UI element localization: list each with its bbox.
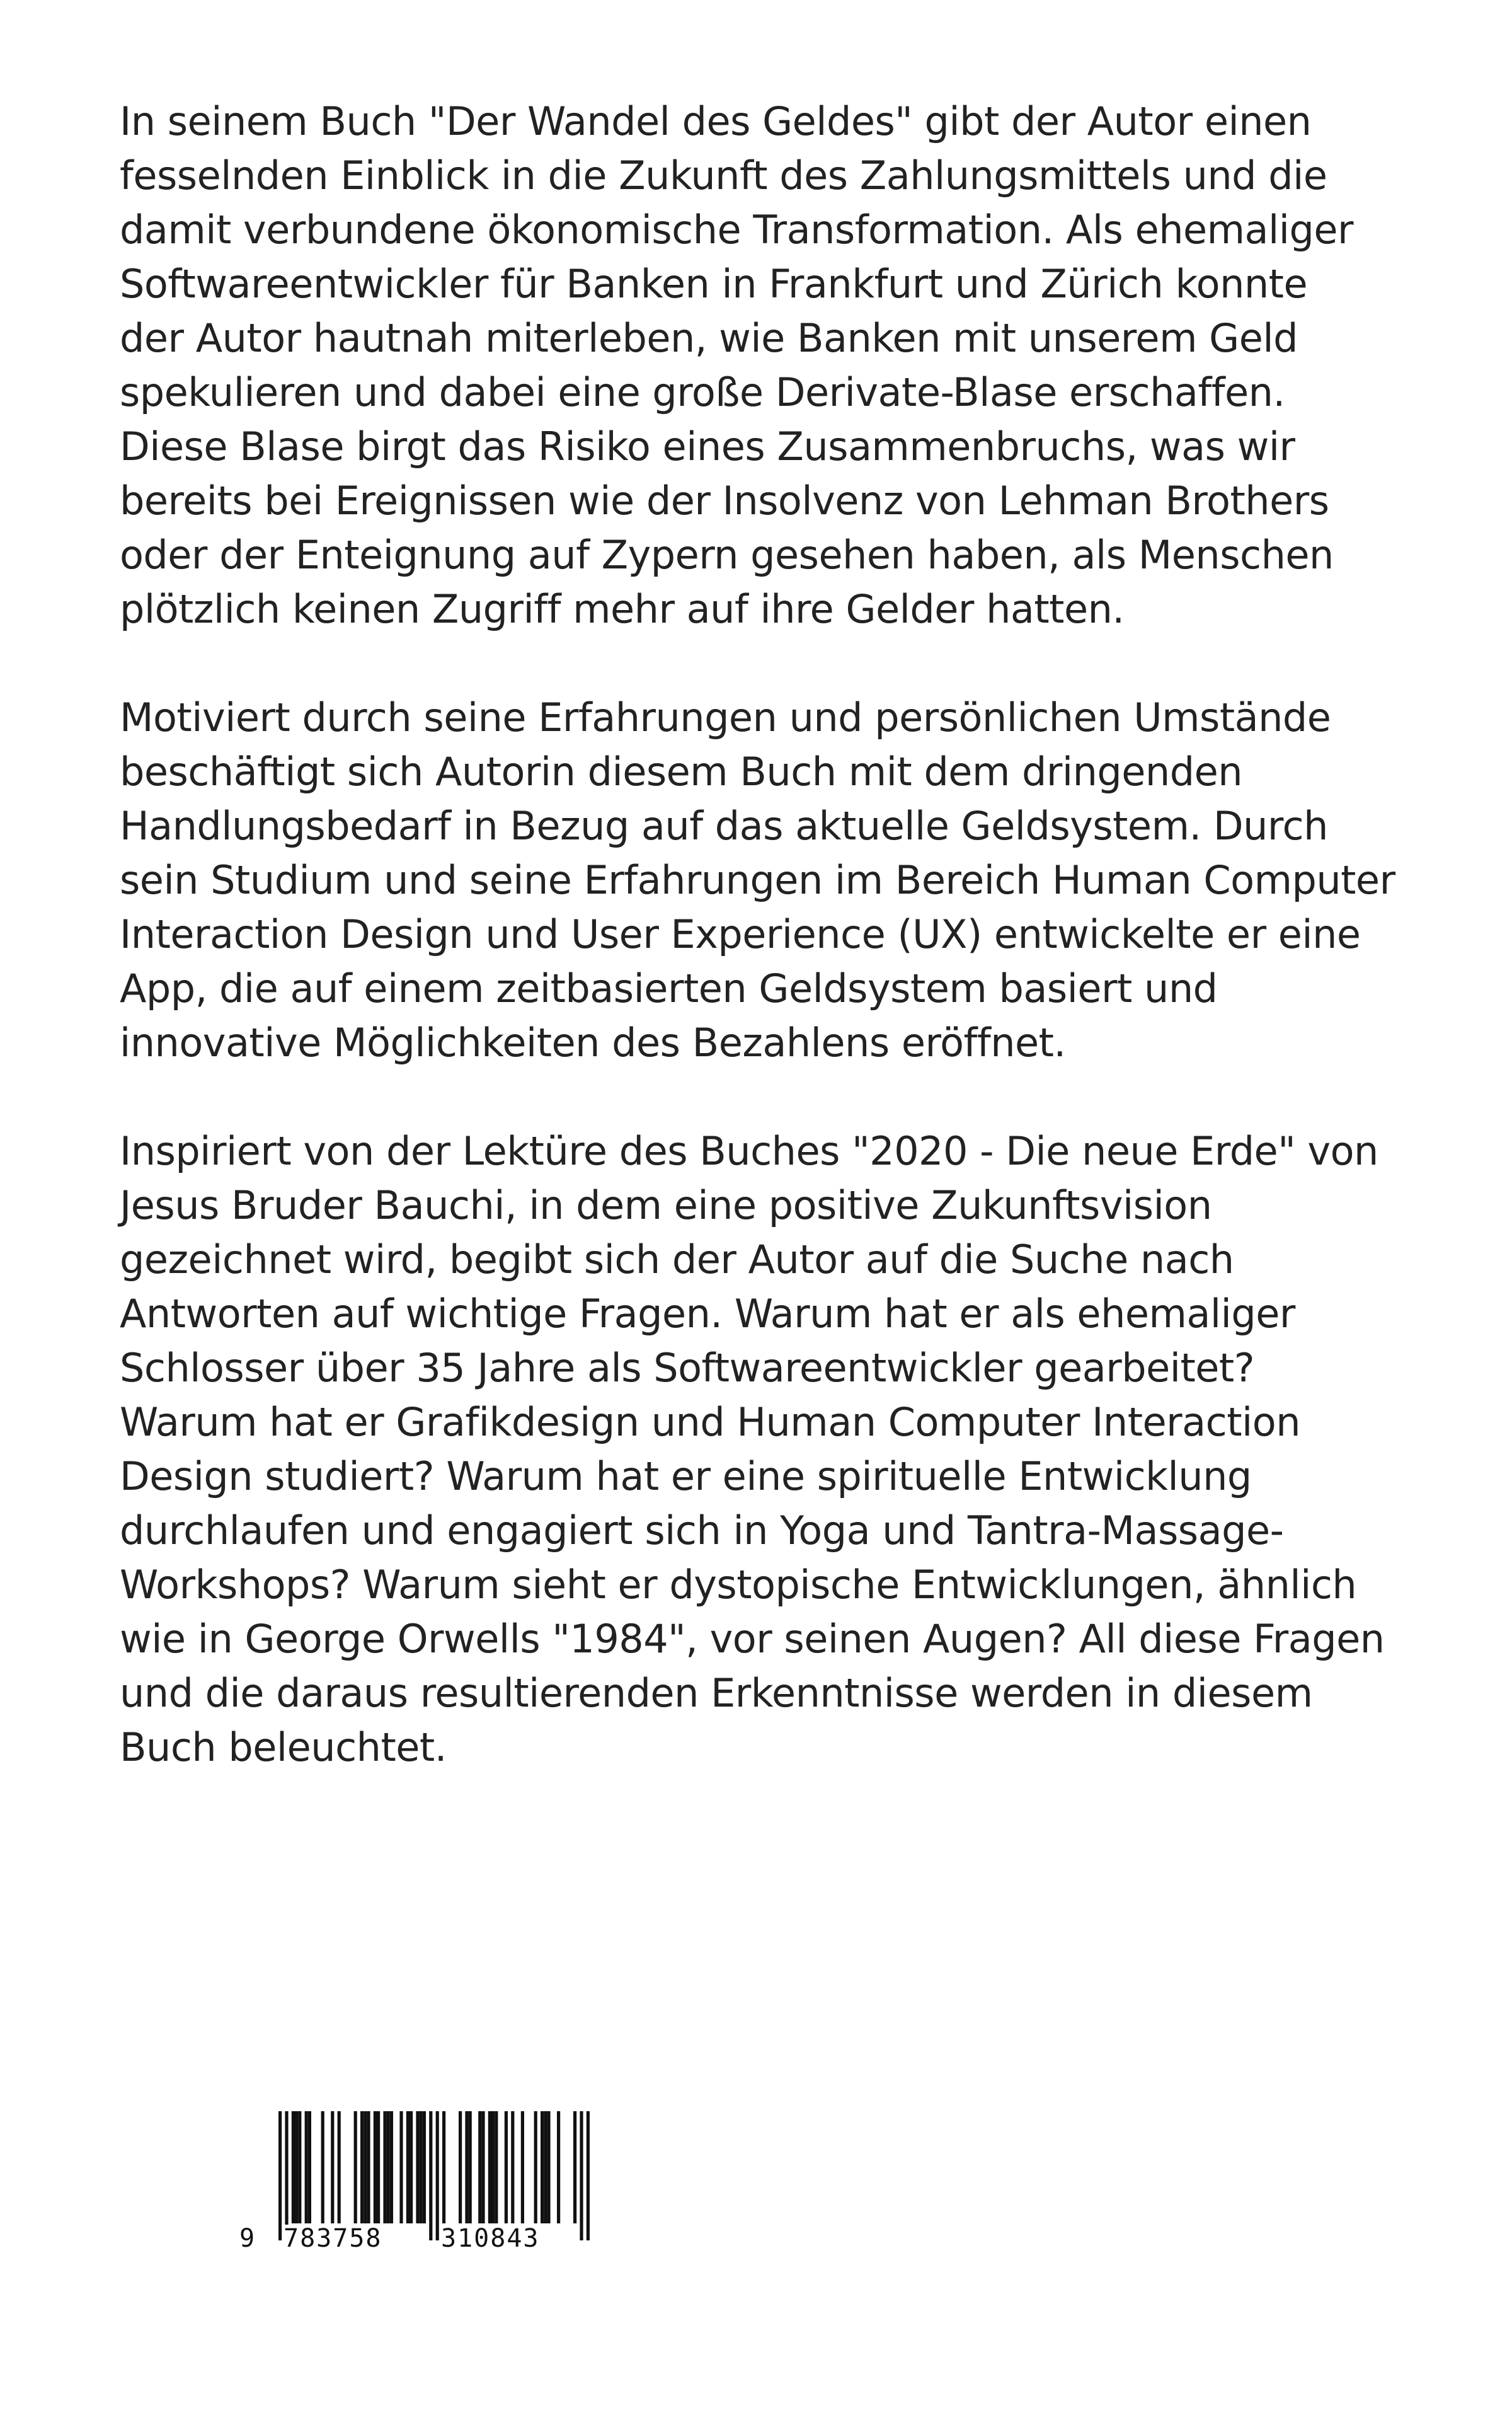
barcode-bar: [541, 2111, 544, 2223]
barcode-bar: [491, 2111, 495, 2223]
barcode-bar: [285, 2111, 288, 2240]
text-line: bereits bei Ereignissen wie der Insolvenz von Lehman Brothers: [120, 478, 1329, 524]
barcode-bar: [459, 2111, 462, 2223]
text-line: Schlosser über 35 Jahre als Softwareentwickler gearbeitet?: [120, 1345, 1255, 1391]
barcode-bar: [399, 2111, 403, 2223]
text-line: Handlungsbedarf in Bezug auf das aktuelle Geldsystem. Durch: [120, 803, 1328, 849]
text-line: und die daraus resultierenden Erkenntnisse werden in diesem: [120, 1670, 1313, 1716]
text-line: der Autor hautnah miterleben, wie Banken mit unserem Geld: [120, 315, 1298, 361]
barcode-bar: [367, 2111, 370, 2223]
barcode-bar: [465, 2111, 468, 2223]
barcode-bar: [573, 2111, 576, 2223]
barcode-bar: [488, 2111, 491, 2223]
barcode-bar: [354, 2111, 357, 2223]
text-line: beschäftigt sich Autorin diesem Buch mit dem dringenden: [120, 749, 1243, 795]
text-line: Softwareentwickler für Banken in Frankfurt und Zürich konnte: [120, 261, 1308, 307]
barcode-bar: [429, 2111, 432, 2240]
text-line: App, die auf einem zeitbasierten Geldsystem basiert und: [120, 965, 1218, 1011]
text-line: plötzlich keinen Zugriff mehr auf ihre Gelder hatten.: [120, 586, 1125, 632]
barcode-bar: [580, 2111, 583, 2240]
barcode-bar: [321, 2111, 324, 2223]
barcode-bar: [406, 2111, 410, 2223]
barcode-bar: [521, 2111, 524, 2223]
barcode-bar: [278, 2111, 282, 2240]
barcode-bar: [436, 2111, 439, 2240]
barcode-bar: [377, 2111, 380, 2223]
barcode-bar: [410, 2111, 413, 2223]
text-line: durchlaufen und engagiert sich in Yoga und Tantra-Massage-: [120, 1507, 1284, 1553]
barcode-bar: [331, 2111, 334, 2223]
barcode-bar: [338, 2111, 341, 2223]
barcode-bar: [308, 2111, 311, 2223]
text-line: Warum hat er Grafikdesign und Human Computer Interaction: [120, 1399, 1300, 1445]
barcode-bar: [423, 2111, 426, 2223]
barcode-bar: [505, 2111, 508, 2223]
barcode-bar: [360, 2111, 364, 2223]
barcode-bar: [374, 2111, 377, 2223]
barcode-bar: [295, 2111, 298, 2223]
barcode-bar: [420, 2111, 423, 2223]
barcode-bar: [298, 2111, 301, 2223]
text-line: Antworten auf wichtige Fragen. Warum hat er als ehemaliger: [120, 1291, 1295, 1337]
blurb-paragraph-1: [120, 95, 1430, 637]
text-line: Interaction Design und User Experience (UX) entwickelte er eine: [120, 911, 1361, 957]
barcode-right-digits: 310843: [441, 2224, 540, 2253]
text-line: Diese Blase birgt das Risiko eines Zusammenbruchs, was wir: [120, 424, 1295, 470]
text-line: fesselnden Einblick in die Zukunft des Zahlungsmittels und die: [120, 153, 1327, 199]
text-line: spekulieren und dabei eine große Derivate-Blase erschaffen.: [120, 369, 1285, 415]
barcode-bar: [478, 2111, 481, 2223]
blurb-paragraph-2: [120, 691, 1430, 1070]
text-line: Jesus Bruder Bauchi, in dem eine positive Zukunftsvision: [120, 1182, 1212, 1228]
barcode-first-digit: 9: [239, 2224, 255, 2253]
barcode-bar: [305, 2111, 308, 2223]
text-line: In seinem Buch "Der Wandel des Geldes" gibt der Autor einen: [120, 98, 1312, 144]
barcode-bar: [383, 2111, 386, 2223]
barcode-bar: [387, 2111, 390, 2223]
barcode-bar: [390, 2111, 393, 2223]
barcode-bar: [469, 2111, 472, 2223]
blurb-paragraph-3: [120, 1124, 1430, 1775]
barcode-bar: [511, 2111, 514, 2223]
text-line: Buch beleuchtet.: [120, 1724, 447, 1770]
text-line: innovative Möglichkeiten des Bezahlens eröffnet.: [120, 1020, 1066, 1066]
barcode-bar: [587, 2111, 590, 2240]
barcode-bar: [547, 2111, 550, 2223]
barcode-bar: [495, 2111, 498, 2223]
text-line: Workshops? Warum sieht er dystopische Entwicklungen, ähnlich: [120, 1562, 1357, 1608]
barcode-bar: [442, 2111, 445, 2223]
barcode-bar: [416, 2111, 419, 2223]
text-line: damit verbundene ökonomische Transformation. Als ehemaliger: [120, 207, 1353, 253]
barcode-bar: [364, 2111, 367, 2223]
text-line: Design studiert? Warum hat er eine spirituelle Entwicklung: [120, 1453, 1252, 1499]
text-line: Motiviert durch seine Erfahrungen und persönlichen Umstände: [120, 694, 1331, 740]
barcode-bar: [292, 2111, 295, 2223]
blurb-text: [120, 95, 1430, 1829]
text-line: wie in George Orwells "1984", vor seinen Augen? All diese Fragen: [120, 1616, 1385, 1662]
barcode-bar: [481, 2111, 484, 2223]
isbn-barcode: [239, 2111, 617, 2256]
barcode-bar: [557, 2111, 560, 2223]
text-line: sein Studium und seine Erfahrungen im Bereich Human Computer: [120, 857, 1395, 903]
text-line: Inspiriert von der Lektüre des Buches "2020 - Die neue Erde" von: [120, 1128, 1378, 1174]
text-line: gezeichnet wird, begibt sich der Autor auf die Suche nach: [120, 1236, 1234, 1282]
text-line: oder der Enteignung auf Zypern gesehen haben, als Menschen: [120, 532, 1334, 578]
barcode-left-digits: 783758: [284, 2224, 382, 2253]
barcode-bar: [544, 2111, 547, 2223]
barcode-bar: [534, 2111, 537, 2223]
